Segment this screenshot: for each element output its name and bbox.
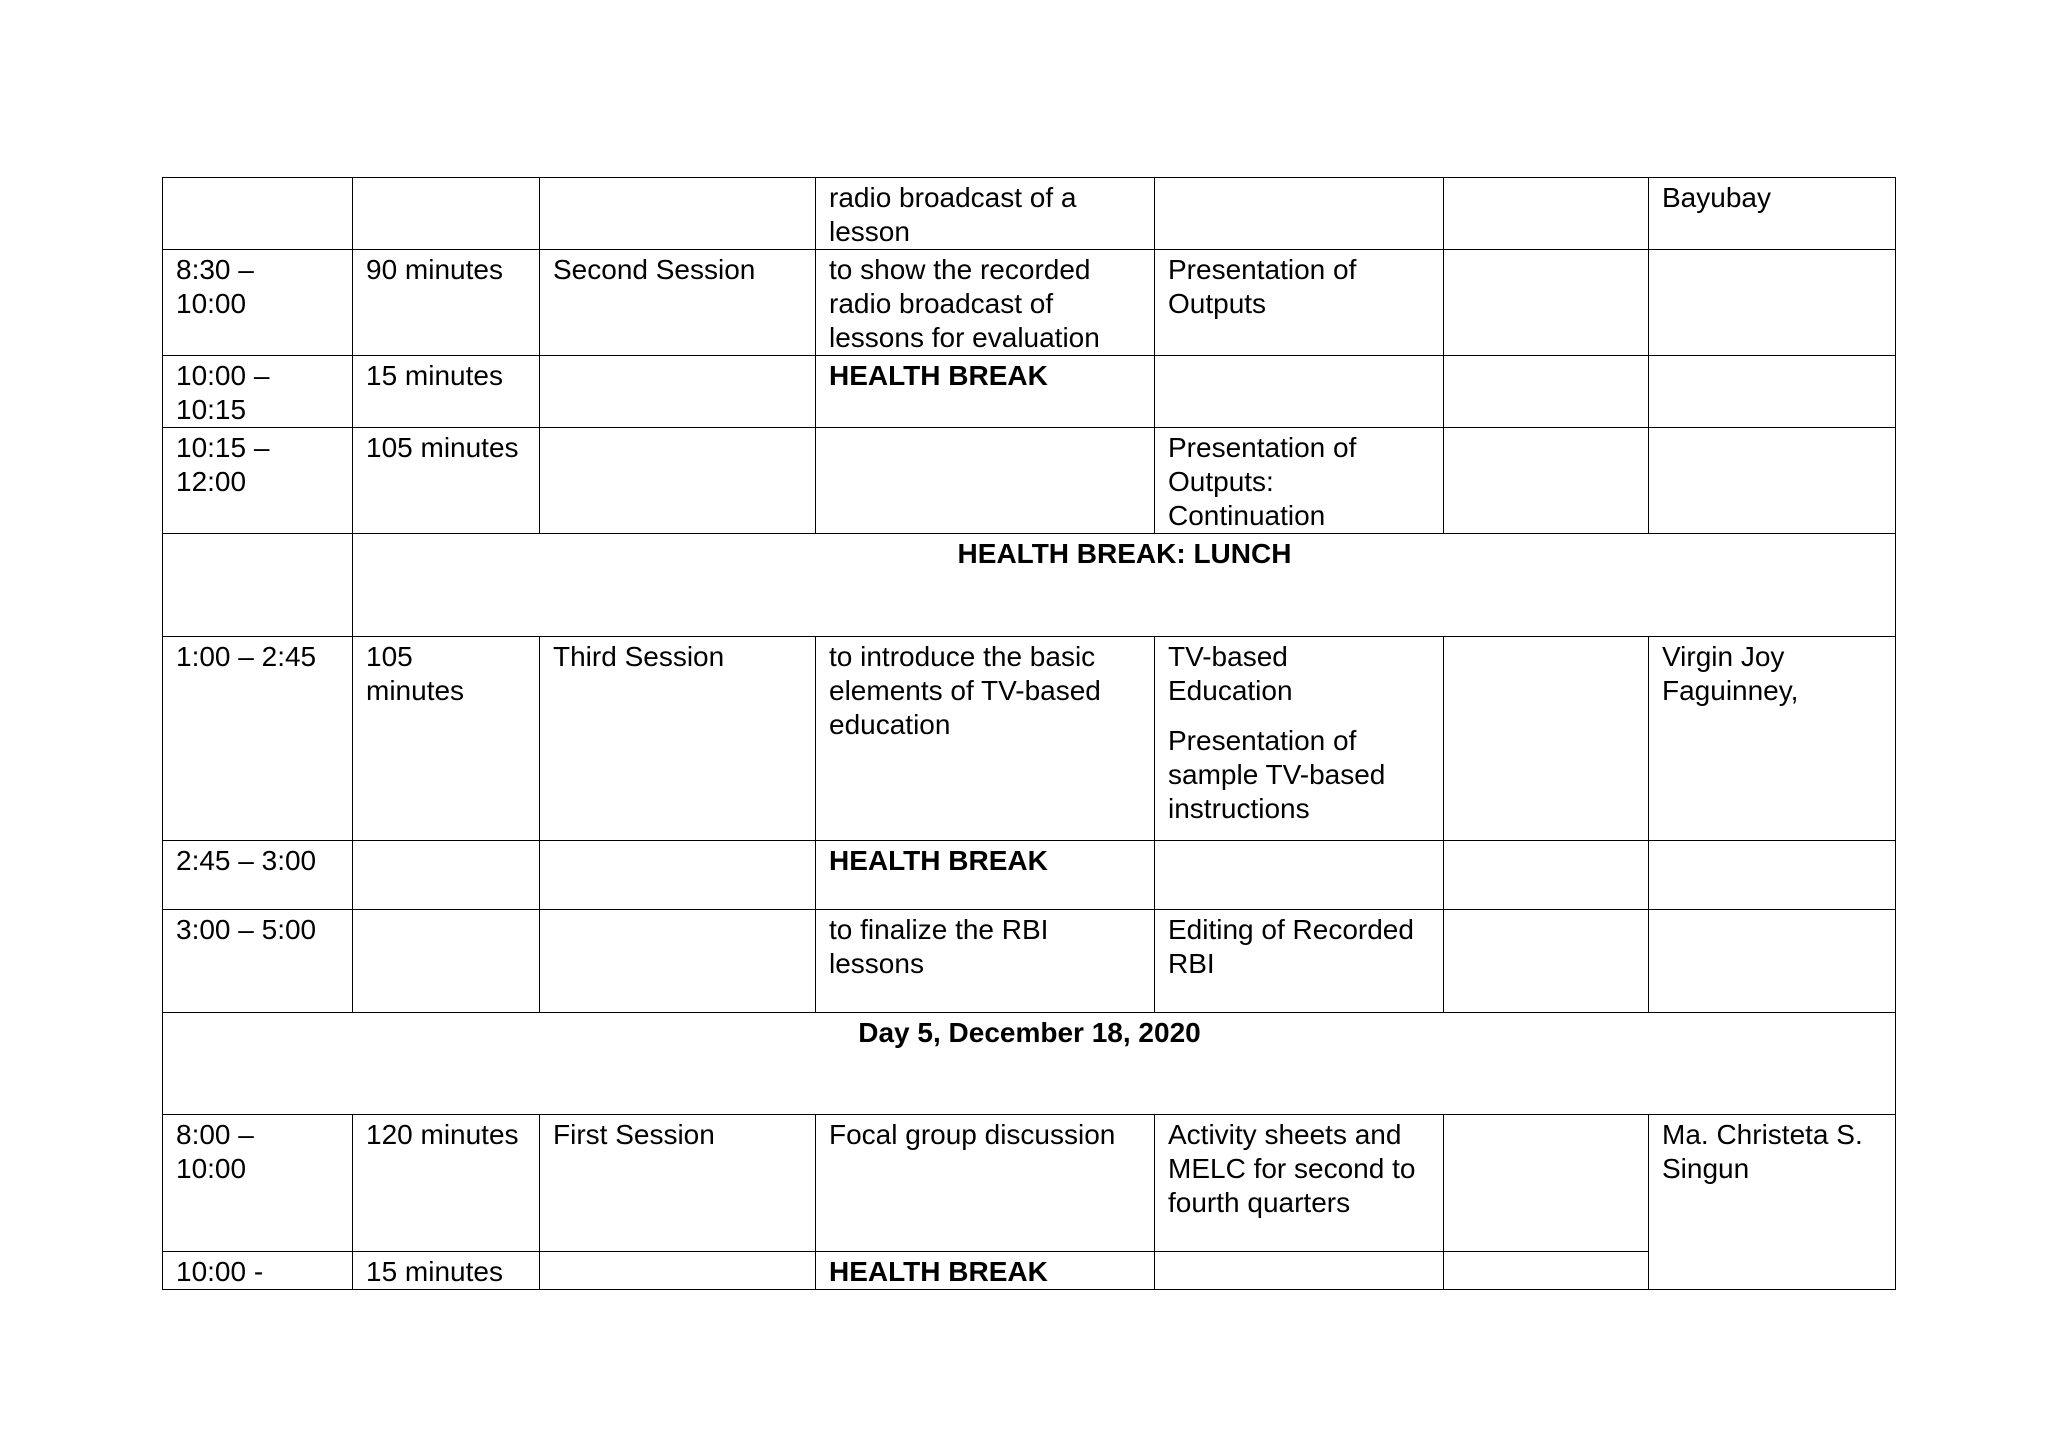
time-cell: 2:45 – 3:00: [163, 841, 353, 910]
duration-cell: 105 minutes: [353, 428, 540, 534]
time-cell: [163, 534, 353, 637]
cell-line: Faguinney,: [1662, 675, 1799, 706]
table-row: [163, 910, 1896, 1013]
session-cell: [540, 428, 816, 534]
cell-line: lesson: [829, 216, 910, 247]
cell-line: Presentation of: [1168, 254, 1357, 285]
cell-line: 105: [366, 641, 413, 672]
topic-cell: [1155, 428, 1444, 534]
table-row: [163, 841, 1896, 910]
duration-cell: [353, 841, 540, 910]
empty-cell: [1444, 637, 1649, 841]
table-row: [163, 534, 1896, 637]
session-cell: [540, 841, 816, 910]
table-row: [163, 1252, 1896, 1290]
topic-cell: [1155, 1115, 1444, 1252]
empty-cell: [1444, 356, 1649, 428]
table-row: [163, 428, 1896, 534]
cell-line: Singun: [1662, 1153, 1750, 1184]
lunch-break-banner: HEALTH BREAK: LUNCH: [353, 534, 1896, 637]
cell-line: sample TV-based: [1168, 759, 1386, 790]
topic-cell: [1155, 841, 1444, 910]
time-cell: 10:00 -: [163, 1252, 353, 1290]
cell-line: 10:00: [176, 288, 247, 319]
health-break-cell: HEALTH BREAK: [816, 356, 1155, 428]
cell-line: elements of TV-based: [829, 675, 1101, 706]
time-cell: [163, 250, 353, 356]
time-cell: [163, 178, 353, 250]
session-cell: [540, 1252, 816, 1290]
facilitator-cell: [1649, 356, 1896, 428]
facilitator-cell: [1649, 637, 1896, 841]
duration-cell: 90 minutes: [353, 250, 540, 356]
cell-line: radio broadcast of a: [829, 182, 1077, 213]
day-banner: Day 5, December 18, 2020: [163, 1013, 1896, 1115]
topic-cell: [1155, 178, 1444, 250]
activity-cell: [816, 428, 1155, 534]
table-row: [163, 356, 1896, 428]
topic-cell: [1155, 250, 1444, 356]
cell-line: TV-based: [1168, 641, 1288, 672]
empty-cell: [1444, 250, 1649, 356]
session-cell: Second Session: [540, 250, 816, 356]
topic-cell: [1155, 910, 1444, 1013]
empty-cell: [1444, 841, 1649, 910]
time-cell: [163, 428, 353, 534]
cell-line: Presentation of: [1168, 725, 1357, 756]
cell-line: fourth quarters: [1168, 1187, 1351, 1218]
empty-cell: [1444, 428, 1649, 534]
cell-line: 10:00 –: [176, 360, 270, 391]
cell-line: Presentation of: [1168, 432, 1357, 463]
facilitator-cell: [1649, 841, 1896, 910]
time-cell: [163, 1115, 353, 1252]
cell-line: lessons for evaluation: [829, 322, 1100, 353]
cell-line: minutes: [366, 675, 465, 706]
session-cell: Third Session: [540, 637, 816, 841]
schedule-table: [162, 177, 1896, 1290]
cell-line: Editing of Recorded: [1168, 914, 1414, 945]
topic-cell: [1155, 1252, 1444, 1290]
cell-line: 8:30 –: [176, 254, 254, 285]
paragraph-gap: [1168, 708, 1431, 724]
time-cell: 1:00 – 2:45: [163, 637, 353, 841]
cell-line: Outputs:: [1168, 466, 1274, 497]
table-row: [163, 178, 1896, 250]
facilitator-cell: [1649, 1115, 1896, 1290]
cell-line: MELC for second to: [1168, 1153, 1416, 1184]
cell-line: 10:00: [176, 1153, 247, 1184]
time-cell: 3:00 – 5:00: [163, 910, 353, 1013]
activity-cell: [816, 250, 1155, 356]
activity-cell: [816, 178, 1155, 250]
facilitator-cell: [1649, 910, 1896, 1013]
empty-cell: [1444, 910, 1649, 1013]
empty-cell: [1444, 178, 1649, 250]
cell-line: to show the recorded: [829, 254, 1091, 285]
cell-line: 12:00: [176, 466, 247, 497]
duration-cell: 15 minutes: [353, 356, 540, 428]
cell-line: Activity sheets and: [1168, 1119, 1402, 1150]
duration-cell: 15 minutes: [353, 1252, 540, 1290]
health-break-cell: HEALTH BREAK: [816, 841, 1155, 910]
empty-cell: [1444, 1252, 1649, 1290]
duration-cell: [353, 910, 540, 1013]
facilitator-cell: Bayubay: [1649, 178, 1896, 250]
cell-line: Continuation: [1168, 500, 1326, 531]
table-row: [163, 637, 1896, 841]
cell-line: to finalize the RBI: [829, 914, 1049, 945]
time-cell: [163, 356, 353, 428]
table-row: [163, 1013, 1896, 1115]
cell-line: 10:15: [176, 394, 247, 425]
topic-cell: [1155, 637, 1444, 841]
duration-cell: 120 minutes: [353, 1115, 540, 1252]
cell-line: radio broadcast of: [829, 288, 1054, 319]
topic-cell: [1155, 356, 1444, 428]
cell-line: RBI: [1168, 948, 1215, 979]
activity-cell: [816, 637, 1155, 841]
cell-line: Education: [1168, 675, 1293, 706]
health-break-cell: HEALTH BREAK: [816, 1252, 1155, 1290]
cell-line: Outputs: [1168, 288, 1267, 319]
cell-line: Virgin Joy: [1662, 641, 1785, 672]
duration-cell: [353, 637, 540, 841]
duration-cell: [353, 178, 540, 250]
cell-line: education: [829, 709, 951, 740]
session-cell: [540, 178, 816, 250]
session-cell: [540, 910, 816, 1013]
facilitator-cell: [1649, 428, 1896, 534]
activity-cell: Focal group discussion: [816, 1115, 1155, 1252]
session-cell: [540, 356, 816, 428]
cell-line: 8:00 –: [176, 1119, 254, 1150]
session-cell: First Session: [540, 1115, 816, 1252]
cell-line: instructions: [1168, 793, 1310, 824]
cell-line: 10:15 –: [176, 432, 270, 463]
table-row: [163, 250, 1896, 356]
facilitator-cell: [1649, 250, 1896, 356]
cell-line: lessons: [829, 948, 924, 979]
activity-cell: [816, 910, 1155, 1013]
cell-line: to introduce the basic: [829, 641, 1096, 672]
empty-cell: [1444, 1115, 1649, 1252]
table-row: [163, 1115, 1896, 1252]
cell-line: Ma. Christeta S.: [1662, 1119, 1863, 1150]
